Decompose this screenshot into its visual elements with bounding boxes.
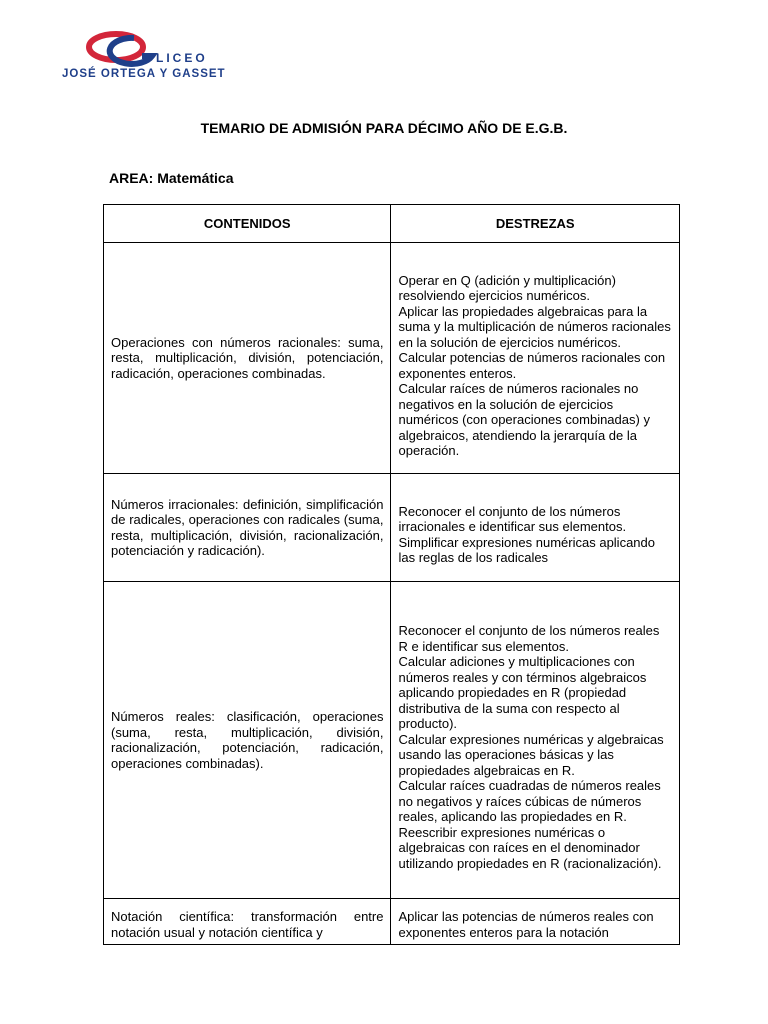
- destreza-item: Reconocer el conjunto de los números irracionales e identificar sus elementos.: [398, 503, 627, 534]
- header-contenidos: CONTENIDOS: [104, 205, 391, 243]
- school-logo: [62, 30, 232, 86]
- logo-liceo-text: LICEO: [156, 51, 208, 65]
- destrezas-cell: [391, 582, 680, 899]
- document-title: TEMARIO DE ADMISIÓN PARA DÉCIMO AÑO DE E.G.B.: [200, 120, 568, 136]
- table-row: [104, 474, 680, 582]
- table-row: [104, 582, 680, 899]
- contenido-cell: Números reales: clasificación, operaciones (suma, resta, multiplicación, división, racionalización, potenciación, radicación, operaciones combinadas).: [104, 582, 391, 899]
- destrezas-cell: [391, 474, 680, 582]
- table-row: [104, 243, 680, 474]
- area-heading: AREA: Matemática: [109, 170, 234, 186]
- destrezas-cell: [391, 899, 680, 945]
- logo-school-name: JOSÉ ORTEGA Y GASSET: [62, 68, 226, 80]
- destreza-item: Calcular adiciones y multiplicaciones con números reales y con términos algebraicos aplicando propiedades en R (propiedad distributiva de la suma con respecto al producto).: [398, 654, 647, 731]
- table-row: [104, 899, 680, 945]
- destreza-item: Calcular potencias de números racionales con exponentes enteros.: [398, 350, 666, 381]
- syllabus-table: [103, 204, 680, 945]
- destreza-item: Calcular raíces de números racionales no negativos en la solución de ejercicios numéricos (con operaciones combinadas) y algebraicos, atendiendo la jerarquía de la operación.: [398, 381, 650, 458]
- destreza-item: Operar en Q (adición y multiplicación) resolviendo ejercicios numéricos.: [398, 272, 616, 303]
- destreza-item: Aplicar las potencias de números reales con exponentes enteros para la notación: [398, 909, 654, 940]
- contenido-cell: Números irracionales: definición, simplificación de radicales, operaciones con radicales (suma, resta, multiplicación, división, racionalización, potenciación y radicación).: [104, 474, 391, 582]
- contenido-cell: Operaciones con números racionales: suma, resta, multiplicación, división, potenciación, radicación, operaciones combinadas.: [104, 243, 391, 474]
- destreza-item: Calcular expresiones numéricas y algebraicas usando las operaciones básicas y las propiedades algebraicas en R.: [398, 731, 664, 778]
- contenido-cell: [104, 899, 391, 945]
- header-destrezas: DESTREZAS: [391, 205, 680, 243]
- destreza-item: Calcular raíces cuadradas de números reales no negativos y raíces cúbicas de números reales, aplicando las propiedades en R.: [398, 778, 661, 824]
- contenido-text: Notación científica: transformación entre notación usual y notación científica y: [111, 909, 384, 940]
- destreza-item: Simplificar expresiones numéricas aplicando las reglas de los radicales: [398, 534, 655, 565]
- logo-emblem-icon: [86, 30, 166, 70]
- destreza-item: Aplicar las propiedades algebraicas para la suma y la multiplicación de números racionales en la solución de ejercicios numéricos.: [398, 303, 671, 350]
- table-header-row: [104, 205, 680, 243]
- destreza-item: Reconocer el conjunto de los números reales R e identificar sus elementos.: [398, 623, 660, 654]
- destreza-item: Reescribir expresiones numéricas o algebraicas con raíces en el denominador utilizando propiedades en R (racionalización).: [398, 824, 662, 871]
- destrezas-cell: [391, 243, 680, 474]
